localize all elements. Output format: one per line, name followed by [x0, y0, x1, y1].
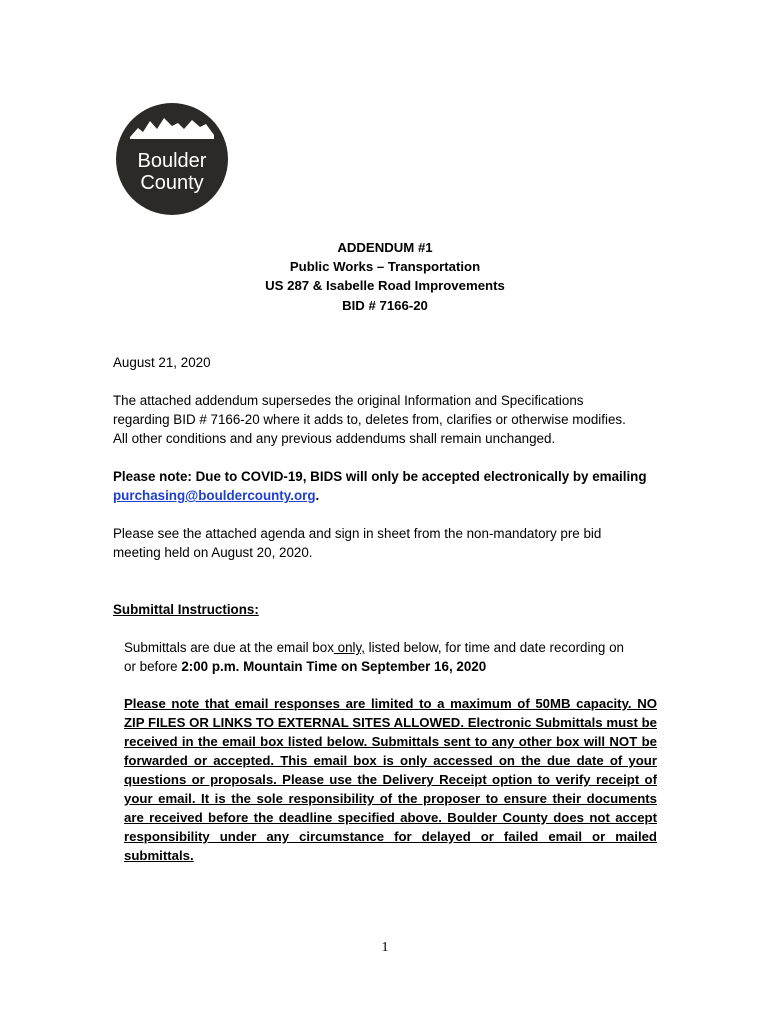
logo-emblem-icon	[112, 99, 232, 219]
page-number: 1	[381, 940, 389, 955]
attached-agenda-line-2: meeting held on August 20, 2020.	[113, 545, 313, 560]
intro-line-1: The attached addendum supersedes the original Information and Specifications	[113, 393, 584, 408]
submittal-due-line-1	[124, 638, 624, 657]
department-title: Public Works – Transportation	[289, 259, 481, 274]
warning-line: responsibility under any circumstance for delayed or failed email or mailed	[124, 829, 657, 844]
intro-line-3: All other conditions and any previous addendums shall remain unchanged.	[113, 431, 556, 446]
submittal-due-text: Submittals are due at the email box	[124, 640, 334, 655]
warning-line: ZIP FILES OR LINKS TO EXTERNAL SITES ALLOWED. Electronic Submittals must be	[124, 715, 657, 730]
attached-agenda-line-1: Please see the attached agenda and sign in sheet from the non-mandatory pre bid	[113, 526, 602, 541]
warning-line: questions or proposals. Please use the Delivery Receipt option to verify receipt of	[124, 772, 657, 787]
purchasing-email-link[interactable]: purchasing@bouldercounty.org	[113, 488, 316, 503]
warning-line: forwarded or accepted. This email box is only accessed on the due date of your	[124, 753, 657, 768]
bid-number: BID # 7166-20	[342, 298, 428, 313]
covid-note: Please note: Due to COVID-19, BIDS will only be accepted electronically by emailing	[113, 469, 647, 484]
submittal-due-line-2	[124, 657, 486, 676]
submittal-instructions-heading: Submittal Instructions:	[113, 602, 259, 617]
addendum-title: ADDENDUM #1	[337, 240, 433, 255]
warning-line: your email. It is the sole responsibility of the proposer to ensure their documents	[124, 791, 657, 806]
intro-line-2: regarding BID # 7166-20 where it adds to, deletes from, clarifies or otherwise modifies.	[113, 412, 626, 427]
warning-line: are received before the deadline specified above. Boulder County does not accept	[124, 810, 657, 825]
logo-text-county: County	[140, 172, 204, 194]
submittal-due-text-end: listed below, for time and date recording on	[364, 640, 624, 655]
warning-line: Please note that email responses are limited to a maximum of 50MB capacity. NO	[124, 696, 657, 711]
logo-text-boulder: Boulder	[137, 150, 207, 172]
boulder-county-logo	[112, 99, 232, 219]
document-date: August 21, 2020	[113, 355, 211, 370]
warning-line: submittals.	[124, 848, 194, 863]
warning-line: received in the email box listed below. Submittals sent to any other box will NOT be	[124, 734, 657, 749]
submittal-or-before: or before	[124, 659, 182, 674]
submittal-only-text: only,	[333, 640, 365, 655]
project-title: US 287 & Isabelle Road Improvements	[265, 278, 505, 293]
covid-note-email-line	[113, 486, 319, 505]
submittal-deadline: 2:00 p.m. Mountain Time on September 16, 2020	[181, 659, 487, 674]
email-requirements-warning	[124, 694, 657, 865]
note-period: .	[315, 488, 320, 503]
